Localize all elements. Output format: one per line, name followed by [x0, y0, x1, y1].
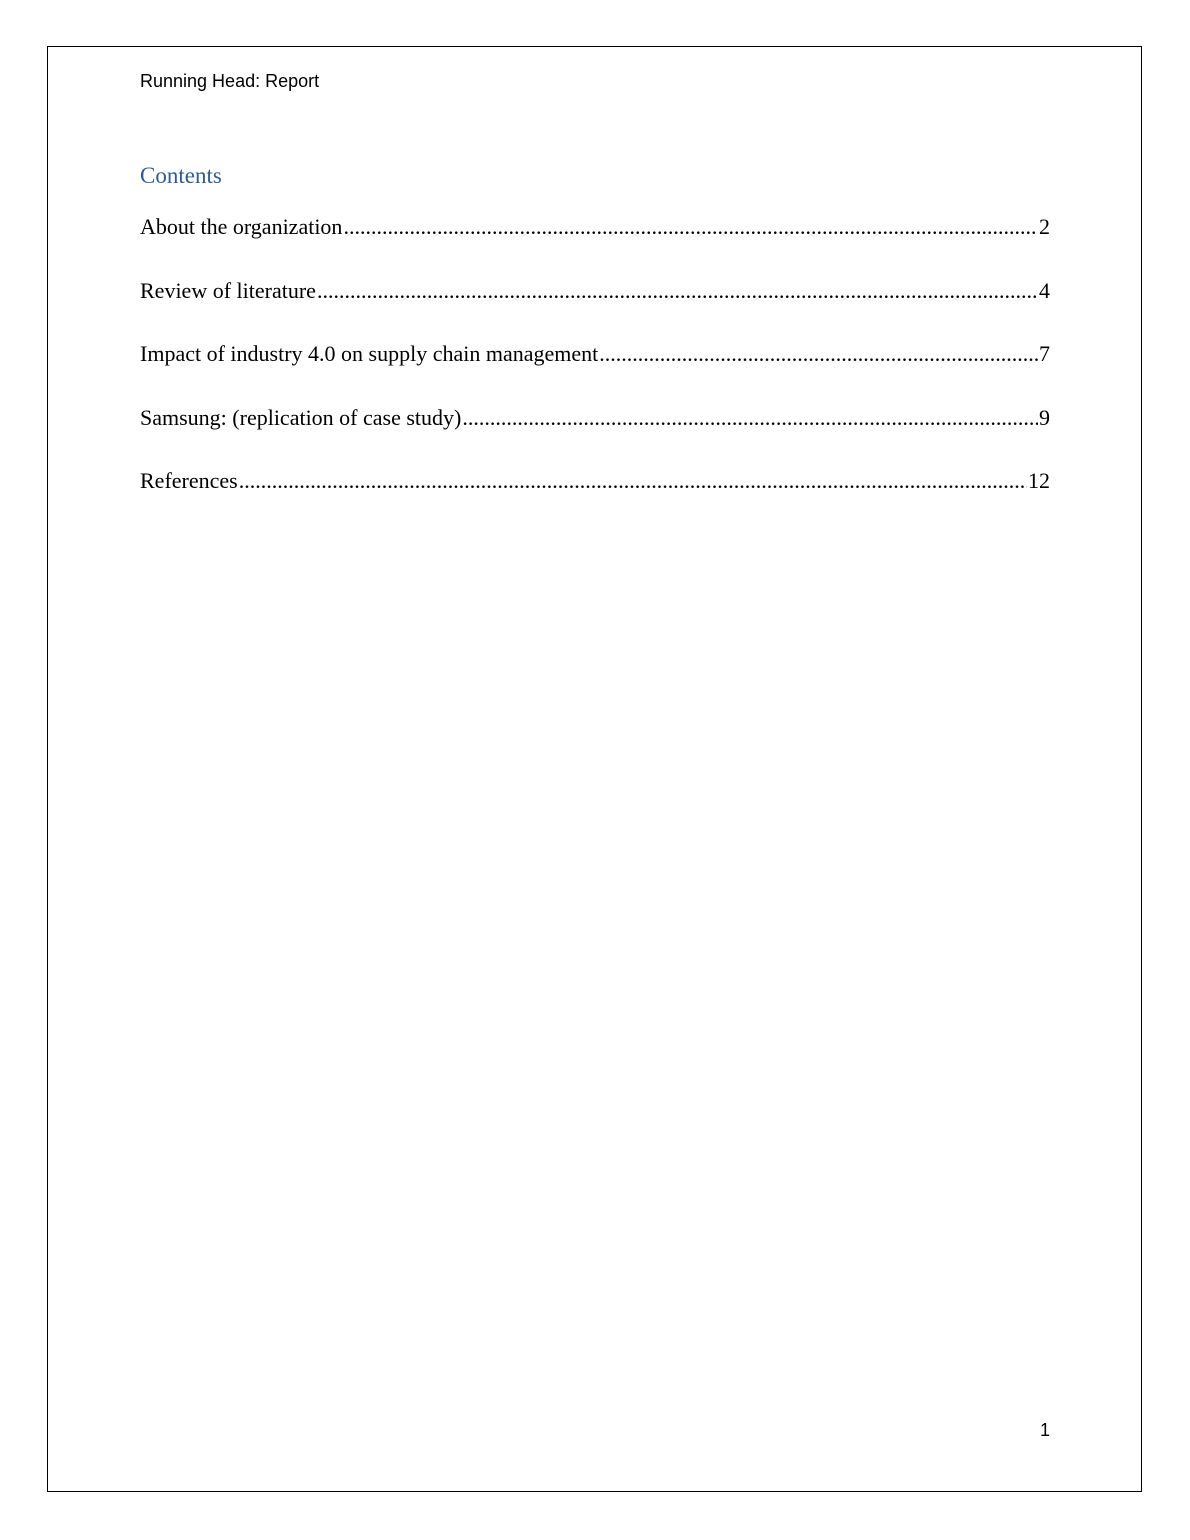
toc-entry-title: Impact of industry 4.0 on supply chain management	[140, 341, 599, 366]
toc-entry-title: About the organization	[140, 214, 343, 239]
toc-dot-leader	[239, 468, 1027, 494]
toc-entry-page: 7	[1039, 341, 1050, 366]
toc-dot-leader	[343, 214, 1038, 240]
toc-entry-review-of-literature[interactable]	[140, 278, 1050, 342]
running-head: Running Head: Report	[140, 71, 320, 91]
toc-heading: Contents	[140, 163, 222, 188]
toc-entry-references[interactable]	[140, 468, 1050, 532]
toc-entry-title: Samsung: (replication of case study)	[140, 404, 462, 430]
toc-dot-leader	[462, 405, 1038, 431]
toc-entry-page: 12	[1028, 468, 1050, 493]
toc-dot-leader	[317, 278, 1038, 304]
toc-entry-page: 2	[1039, 214, 1050, 239]
toc-entry-about-organization[interactable]	[140, 214, 1050, 278]
toc-dot-leader	[599, 341, 1038, 367]
toc-entry-page: 9	[1039, 404, 1050, 430]
toc-entry-title: Review of literature	[140, 277, 316, 303]
toc-entry-page: 4	[1039, 277, 1050, 303]
toc-entry-samsung-case-study[interactable]	[140, 405, 1050, 469]
table-of-contents	[140, 214, 1050, 532]
toc-entry-impact-industry-4[interactable]	[140, 341, 1050, 405]
toc-entry-title: References	[140, 468, 238, 493]
page-number: 1	[1039, 1420, 1050, 1440]
